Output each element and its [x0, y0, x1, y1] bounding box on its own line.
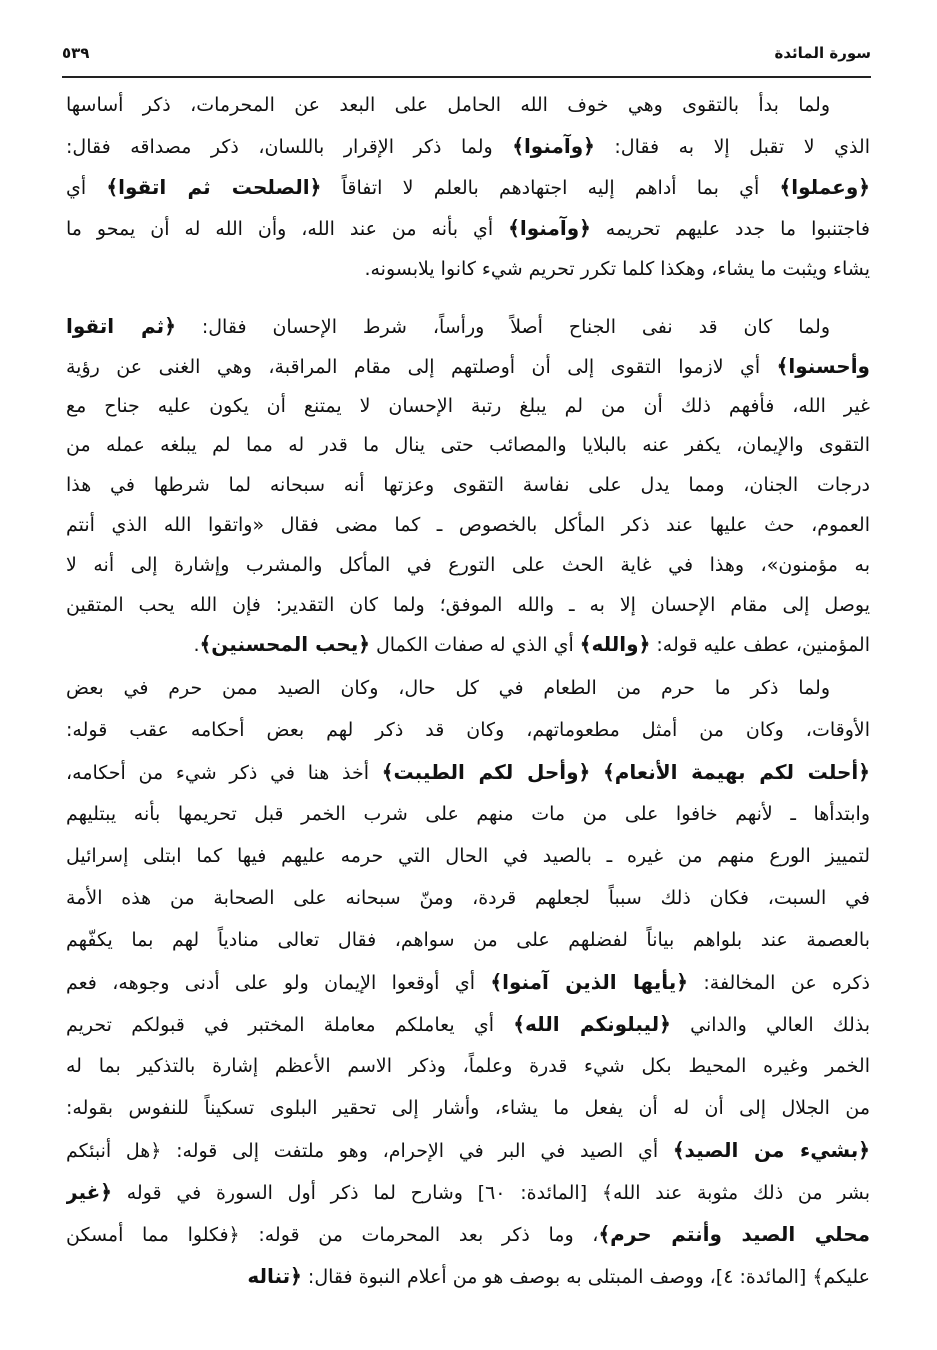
quran-quote: وأحسنوا﴾ — [776, 353, 870, 378]
text-segment — [590, 762, 603, 784]
text-segment: المؤمنين، عطف عليه قوله: — [650, 634, 870, 657]
paragraph-2 — [66, 307, 870, 665]
text-line — [66, 387, 870, 427]
text-line — [66, 625, 870, 665]
quran-quote: ﴿والله﴾ — [579, 632, 651, 657]
text-line — [66, 1045, 870, 1087]
text-line — [66, 1003, 870, 1045]
quran-quote: ﴿أحلت لكم بهيمة الأنعام﴾ — [603, 760, 870, 784]
text-line — [66, 426, 870, 466]
quran-quote: ﴿ثم اتقوا — [66, 314, 176, 338]
text-line — [66, 835, 870, 877]
text-line — [66, 751, 870, 793]
page-number: ٥٣٩ — [62, 44, 90, 62]
text-segment: يشاء ويثبت ما يشاء، وهكذا كلما تكرر تحريم شيء كانوا يلابسونه. — [364, 258, 870, 280]
quran-quote: ﴿تناله — [247, 1264, 302, 1288]
quran-quote: ﴿بشيء من الصيد﴾ — [672, 1138, 870, 1162]
text-segment: بذلك العالي والداني — [670, 1014, 870, 1036]
text-segment: عليكم﴾ [المائدة: ٤]، ووصف المبتلى به بوصف هو من أعلام النبوة فقال: — [301, 1266, 870, 1288]
text-segment: العموم، حث عليها عند ذكر المأكل بالخصوص ـ كما مضى فقال «واتقوا الله الذي أنتم — [66, 513, 870, 536]
quran-quote: ﴿يأيها الذين آمنوا﴾ — [490, 970, 688, 994]
text-segment: بشر من ذلك مثوبة عند الله﴾ [المائدة: ٦٠] وشارح لما ذكر أول السورة في قوله — [112, 1182, 870, 1204]
text-line — [66, 1255, 870, 1297]
text-segment: أي الصيد في البر في الإحرام، وهو ملتفت إلى قوله: ﴿هل أنبئكم — [66, 1140, 673, 1162]
text-segment: . — [193, 634, 200, 657]
text-line — [66, 961, 870, 1003]
quran-quote: محلي الصيد وأنتم حرم﴾ — [598, 1222, 870, 1246]
text-segment: فاجتنبوا ما جدد عليهم تحريمه — [590, 218, 870, 240]
text-line — [66, 1171, 870, 1213]
text-line — [66, 919, 870, 961]
text-segment: الأوقات، وكان من أمثل مطعوماتهم، وكان قد ذكر لهم بعض أحكامه عقب قوله: — [66, 719, 870, 741]
text-segment: يوصل إلى مقام الإحسان إلا به ـ والله الموفق؛ ولما كان التقدير: فإن الله يحب المتقين — [66, 593, 870, 616]
text-segment: أخذ هنا في ذكر شيء من أحكامه، — [66, 762, 382, 784]
quran-quote: ﴿وآمنوا﴾ — [508, 216, 591, 240]
text-segment: درجات الجنان، ومما يدل على نفاسة التقوى وعزتها أنه سبحانه لما شرطها في هذا — [66, 474, 870, 497]
text-segment: ولما ذكر ما حرم من الطعام في كل حال، وكان الصيد ممن حرم في بعض — [66, 677, 830, 699]
text-line — [66, 307, 870, 347]
text-line — [66, 546, 870, 586]
text-line — [66, 466, 870, 506]
text-line — [66, 208, 870, 249]
text-line — [66, 347, 870, 387]
quran-quote: ﴿وعملوا﴾ — [779, 175, 870, 199]
text-line — [66, 1129, 870, 1171]
text-line — [66, 793, 870, 835]
text-line — [66, 126, 870, 167]
text-segment: أي أوقعوا الإيمان ولو على أدنى وجوهه، فعم — [66, 972, 491, 994]
text-segment: وابتدأها ـ لأنهم خافوا على من مات منهم على شرب الخمر قبل تحريمها بأنه يبتليهم — [66, 803, 870, 825]
text-line — [66, 1087, 870, 1129]
text-line — [66, 167, 870, 208]
text-segment: أي الذي له صفات الكمال — [369, 634, 580, 657]
text-segment: من الجلال إلى أن له أن يفعل ما يشاء، وأشار إلى تحقير البلوى تسكيناً للنفوس بقوله: — [66, 1097, 870, 1119]
text-segment: ولما بدأ بالتقوى وهي خوف الله الحامل على البعد عن المحرمات، ذكر أساسها — [66, 94, 830, 116]
quran-quote: ﴿ليبلونكم الله﴾ — [513, 1012, 671, 1036]
text-segment: غير الله، فأفهم ذلك أن من لم يبلغ رتبة الإحسان لا يمتنع أن يكون عليه جناح مع — [66, 394, 870, 417]
text-segment: الذي لا تقبل إلا به فقال: — [594, 136, 870, 158]
text-segment: ولما ذكر الإقرار باللسان، ذكر مصداقه فقال: — [66, 136, 513, 158]
text-line — [66, 667, 870, 709]
paragraph-3 — [66, 667, 870, 1297]
text-segment: أي يعاملكم معاملة المختبر في قبولكم تحريم — [66, 1014, 514, 1036]
text-segment: الخمر وغيره المحيط بكل شيء قدرة وعلماً، وذكر الاسم الأعظم إشارة بالتذكير بما له — [66, 1055, 870, 1077]
text-segment: في السبت، فكان ذلك سبباً لجعلهم قردة، ومنّ سبحانه على الصحابة من هذه الأمة — [66, 887, 870, 909]
quran-quote: ﴿وأحل لكم الطيبت﴾ — [381, 760, 591, 784]
text-segment: لتمييز الورع منهم من غيره ـ بالصيد في الحال التي حرمه عليهم فيها كما ابتلى إسرائيل — [66, 845, 870, 867]
text-line — [66, 1213, 870, 1255]
text-segment: أي بأنه من عند الله، وأن الله له أن يمحو ما — [66, 218, 509, 240]
text-segment: ، وما ذكر بعد المحرمات من قوله: ﴿فكلوا مما أمسكن — [66, 1224, 599, 1246]
text-segment: أي لازموا التقوى إلى أن أوصلتهم إلى مقام المراقبة، وهي الغنى عن رؤية — [66, 355, 777, 378]
text-segment: أي — [66, 177, 107, 199]
surah-title: سورة المائدة — [774, 44, 871, 62]
quran-quote: ﴿يحب المحسنين﴾ — [199, 632, 370, 657]
text-segment: أي بما أداهم إليه اجتهادهم بالعلم لا اتفاقاً — [321, 177, 780, 199]
text-segment: ولما كان قد نفى الجناح أصلاً ورأساً، شرط الإحسان فقال: — [175, 316, 830, 338]
text-line — [66, 586, 870, 626]
text-line — [66, 85, 870, 126]
text-segment: به مؤمنون»، وهذا في غاية الحث على التورع في المأكل والمشرب وإشارة إلى أنه لا — [66, 553, 870, 576]
paragraph-1 — [66, 85, 870, 290]
quran-quote: ﴿غير — [66, 1180, 112, 1204]
quran-quote: ﴿الصلحت ثم اتقوا﴾ — [106, 175, 322, 199]
text-line — [66, 877, 870, 919]
quran-quote: ﴿وآمنوا﴾ — [512, 134, 595, 158]
header-rule — [62, 76, 871, 78]
text-segment: التقوى والإيمان، يكفر عنه بالبلايا والمصائب حتى ينال ما قدر له مما لم يبلغه عمله من — [66, 434, 870, 457]
text-line — [66, 506, 870, 546]
text-line — [66, 709, 870, 751]
page-header — [62, 40, 871, 74]
text-segment: ذكره عن المخالفة: — [687, 972, 870, 994]
text-segment: بالعصمة عند بلواهم بياناً لفضلهم على من سواهم، فقال تعالى منادياً لهم بما يكفّهم — [66, 929, 870, 951]
text-line — [66, 249, 870, 290]
